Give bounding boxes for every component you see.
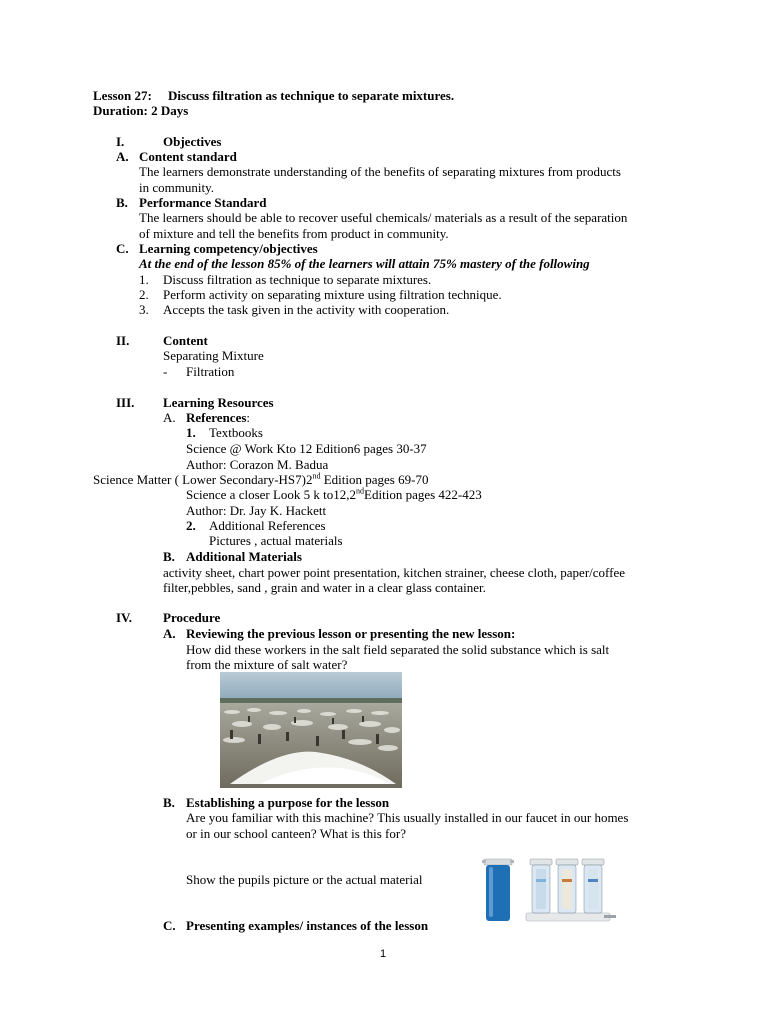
review-text: How did these workers in the salt field separated the solid substance which is salt — [186, 642, 610, 657]
page-number: 1 — [380, 948, 387, 960]
reference-superscript: nd — [356, 486, 365, 496]
objective-number: 3. — [139, 302, 149, 317]
reference-superscript: nd — [312, 471, 321, 481]
competency-heading: Learning competency/objectives — [139, 241, 318, 256]
resources-heading: Learning Resources — [163, 395, 274, 410]
procedure-numeral: IV. — [116, 610, 133, 625]
objective-item: Perform activity on separating mixture using filtration technique. — [163, 287, 502, 302]
reference-text: Science a closer Look 5 k to12,2 — [186, 487, 357, 502]
reference-author: Author: Corazon M. Badua — [186, 457, 329, 472]
reference-entry — [186, 487, 482, 503]
additional-materials-letter: B. — [163, 549, 175, 564]
review-heading: Reviewing the previous lesson or presenting the new lesson: — [186, 626, 516, 641]
review-letter: A. — [163, 626, 176, 641]
performance-standard-letter: B. — [116, 195, 128, 210]
references-label: References — [186, 410, 247, 425]
competency-letter: C. — [116, 241, 129, 256]
review-text: from the mixture of salt water? — [186, 657, 348, 672]
duration: Duration: 2 Days — [93, 103, 189, 118]
reference-entry: Science @ Work Kto 12 Edition6 pages 30-37 — [186, 441, 427, 456]
reference-entry — [93, 472, 428, 488]
salt-field-image — [220, 672, 402, 788]
content-standard-heading: Content standard — [139, 149, 237, 164]
performance-standard-heading: Performance Standard — [139, 195, 267, 210]
additional-references-text: Pictures , actual materials — [209, 533, 343, 548]
reference-author: Author: Dr. Jay K. Hackett — [186, 503, 327, 518]
references-colon: : — [246, 410, 251, 425]
water-filter-image — [478, 855, 618, 925]
content-subtopic: Filtration — [186, 364, 235, 379]
additional-materials-heading: Additional Materials — [186, 549, 302, 564]
content-standard-letter: A. — [116, 149, 129, 164]
reference-text: Edition pages 422-423 — [364, 487, 482, 502]
additional-references-number: 2. — [186, 518, 196, 533]
performance-standard-text: of mixture and tell the benefits from product in community. — [139, 226, 449, 241]
content-heading: Content — [163, 333, 208, 348]
references-heading — [186, 410, 250, 426]
additional-materials-text: filter,pebbles, sand , grain and water in a clear glass container. — [163, 580, 486, 595]
salt-field-photo — [220, 672, 402, 788]
purpose-text: Are you familiar with this machine? This usually installed in our faucet in our homes — [186, 810, 629, 825]
references-letter: A. — [163, 410, 176, 425]
water-filter-photo — [478, 855, 618, 925]
procedure-heading: Procedure — [163, 610, 221, 625]
examples-heading: Presenting examples/ instances of the lesson — [186, 918, 429, 933]
textbooks-number: 1. — [186, 425, 196, 440]
objective-number: 2. — [139, 287, 149, 302]
textbooks-label: Textbooks — [209, 425, 263, 440]
objectives-heading: Objectives — [163, 134, 222, 149]
additional-materials-text: activity sheet, chart power point presentation, kitchen strainer, cheese cloth, paper/coffee — [163, 565, 625, 580]
content-topic: Separating Mixture — [163, 348, 264, 363]
objective-item: Accepts the task given in the activity with cooperation. — [163, 302, 450, 317]
purpose-text: or in our school canteen? What is this for? — [186, 826, 406, 841]
content-bullet: - — [163, 364, 168, 379]
purpose-instruction: Show the pupils picture or the actual material — [186, 872, 423, 887]
content-standard-text: in community. — [139, 180, 214, 195]
competency-intro: At the end of the lesson 85% of the learners will attain 75% mastery of the following — [139, 256, 590, 271]
content-numeral: II. — [116, 333, 130, 348]
performance-standard-text: The learners should be able to recover useful chemicals/ materials as a result of the separation — [139, 210, 628, 225]
reference-text: Edition pages 69-70 — [320, 472, 429, 487]
additional-references-label: Additional References — [209, 518, 326, 533]
purpose-letter: B. — [163, 795, 175, 810]
reference-text: Science Matter ( Lower Secondary-HS7)2 — [93, 472, 313, 487]
objective-item: Discuss filtration as technique to separate mixtures. — [163, 272, 432, 287]
content-standard-text: The learners demonstrate understanding of the benefits of separating mixtures from products — [139, 164, 621, 179]
examples-letter: C. — [163, 918, 176, 933]
objectives-numeral: I. — [116, 134, 125, 149]
lesson-label: Lesson 27: — [93, 88, 152, 103]
resources-numeral: III. — [116, 395, 135, 410]
objective-number: 1. — [139, 272, 149, 287]
purpose-heading: Establishing a purpose for the lesson — [186, 795, 390, 810]
lesson-title: Discuss filtration as technique to separate mixtures. — [168, 88, 455, 103]
